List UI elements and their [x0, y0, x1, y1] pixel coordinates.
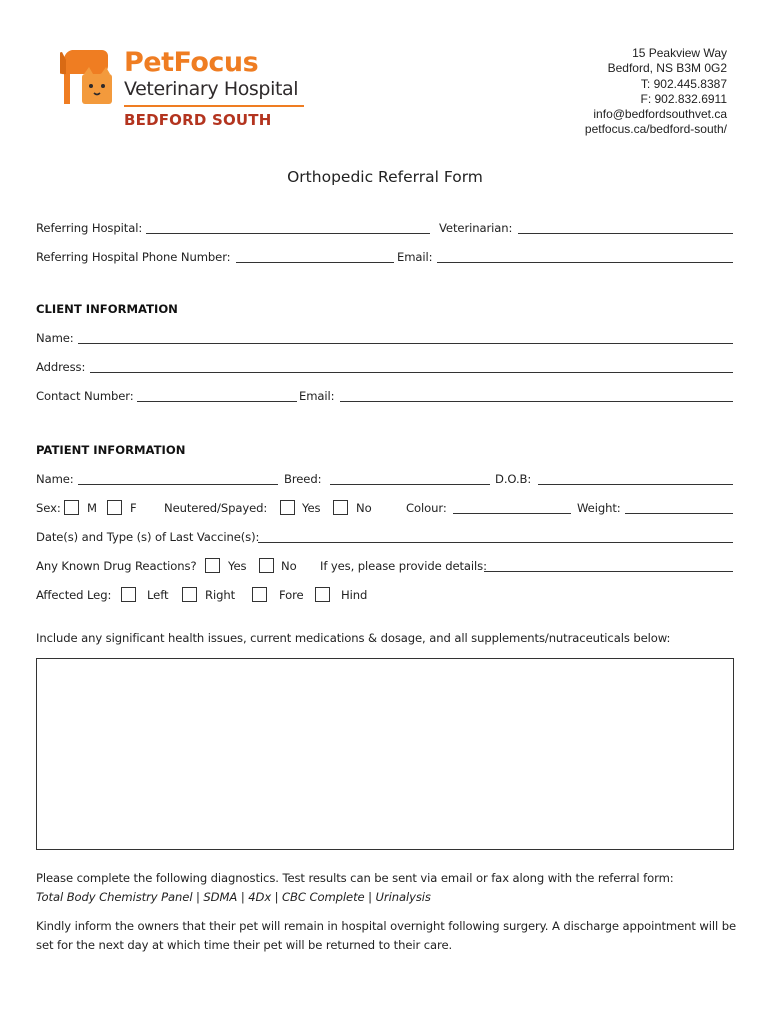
leg-hind-label: Hind — [341, 588, 368, 602]
address-web: petfocus.ca/bedford-south/ — [584, 122, 727, 137]
referring-hospital-label: Referring Hospital: — [36, 221, 143, 235]
drug-reactions-label: Any Known Drug Reactions? — [36, 559, 197, 573]
neutered-yes-checkbox[interactable] — [280, 500, 295, 515]
address-fax: F: 902.832.6911 — [640, 91, 727, 106]
drug-no-checkbox[interactable] — [259, 558, 274, 573]
client-heading: CLIENT INFORMATION — [36, 302, 178, 316]
colour-field[interactable] — [453, 501, 571, 514]
dob-label: D.O.B: — [495, 472, 532, 486]
drug-details-label: If yes, please provide details: — [320, 559, 487, 573]
client-email-label: Email: — [299, 389, 335, 403]
leg-fore-label: Fore — [279, 588, 304, 602]
referring-hospital-field[interactable] — [146, 221, 430, 234]
client-contact-label: Contact Number: — [36, 389, 134, 403]
address-street: 15 Peakview Way — [632, 46, 727, 60]
client-email-field[interactable] — [340, 389, 733, 402]
logo-divider — [124, 105, 304, 107]
client-name-field[interactable] — [78, 331, 733, 344]
sex-f-label: F — [130, 501, 137, 515]
brand-focus: Focus — [173, 47, 259, 78]
patient-heading: PATIENT INFORMATION — [36, 443, 186, 457]
drug-yes-label: Yes — [228, 559, 247, 573]
diagnostics-tests: Total Body Chemistry Panel | SDMA | 4Dx | CBC Complete | Urinalysis — [36, 890, 431, 904]
leg-right-checkbox[interactable] — [182, 587, 197, 602]
breed-field[interactable] — [330, 472, 490, 485]
weight-field[interactable] — [625, 501, 733, 514]
referral-email-label: Email: — [397, 250, 433, 264]
vaccine-field[interactable] — [258, 530, 733, 543]
patient-name-field[interactable] — [78, 472, 278, 485]
client-address-field[interactable] — [90, 360, 733, 373]
dob-field[interactable] — [538, 472, 733, 485]
patient-name-label: Name: — [36, 472, 74, 486]
brand-location: BEDFORD SOUTH — [124, 111, 272, 129]
notice-line-1: Kindly inform the owners that their pet will remain in hospital overnight following surgery. A discharge appointment will be — [36, 919, 737, 933]
leg-left-label: Left — [147, 588, 169, 602]
address-email: info@bedfordsouthvet.ca — [593, 107, 727, 122]
brand-pet: Pet — [124, 47, 174, 78]
neutered-no-checkbox[interactable] — [333, 500, 348, 515]
hospital-address — [585, 46, 727, 138]
form-title: Orthopedic Referral Form — [287, 168, 483, 186]
drug-details-field[interactable] — [484, 559, 733, 572]
leg-left-checkbox[interactable] — [121, 587, 136, 602]
logo-mark-icon — [60, 48, 118, 106]
address-city: Bedford, NS B3M 0G2 — [607, 61, 727, 76]
affected-leg-label: Affected Leg: — [36, 588, 112, 602]
vaccine-label: Date(s) and Type (s) of Last Vaccine(s): — [36, 530, 260, 544]
breed-label: Breed: — [284, 472, 322, 486]
sex-label: Sex: — [36, 501, 61, 515]
neutered-yes-label: Yes — [302, 501, 321, 515]
client-address-label: Address: — [36, 360, 86, 374]
referring-phone-label: Referring Hospital Phone Number: — [36, 250, 231, 264]
leg-hind-checkbox[interactable] — [315, 587, 330, 602]
client-name-label: Name: — [36, 331, 74, 345]
leg-fore-checkbox[interactable] — [252, 587, 267, 602]
sex-m-label: M — [87, 501, 97, 515]
neutered-no-label: No — [356, 501, 372, 515]
drug-no-label: No — [281, 559, 297, 573]
drug-yes-checkbox[interactable] — [205, 558, 220, 573]
sex-f-checkbox[interactable] — [107, 500, 122, 515]
brand-subtitle: Veterinary Hospital — [124, 78, 299, 100]
leg-right-label: Right — [205, 588, 236, 602]
diagnostics-text: Please complete the following diagnostics. Test results can be sent via email or fax along with the referral form: — [36, 871, 674, 885]
address-phone: T: 902.445.8387 — [640, 76, 727, 91]
logo — [60, 44, 310, 134]
notice-line-2: set for the next day at which time their pet will be returned to their care. — [36, 938, 453, 952]
client-contact-field[interactable] — [137, 389, 297, 402]
weight-label: Weight: — [577, 501, 621, 515]
veterinarian-field[interactable] — [518, 221, 733, 234]
referral-email-field[interactable] — [437, 250, 733, 263]
health-notes-box[interactable] — [36, 658, 734, 850]
colour-label: Colour: — [406, 501, 447, 515]
sex-m-checkbox[interactable] — [64, 500, 79, 515]
referring-phone-field[interactable] — [236, 250, 394, 263]
veterinarian-label: Veterinarian: — [439, 221, 513, 235]
neutered-label: Neutered/Spayed: — [164, 501, 268, 515]
health-instructions: Include any significant health issues, current medications & dosage, and all supplements/nutraceuticals below: — [36, 631, 671, 645]
